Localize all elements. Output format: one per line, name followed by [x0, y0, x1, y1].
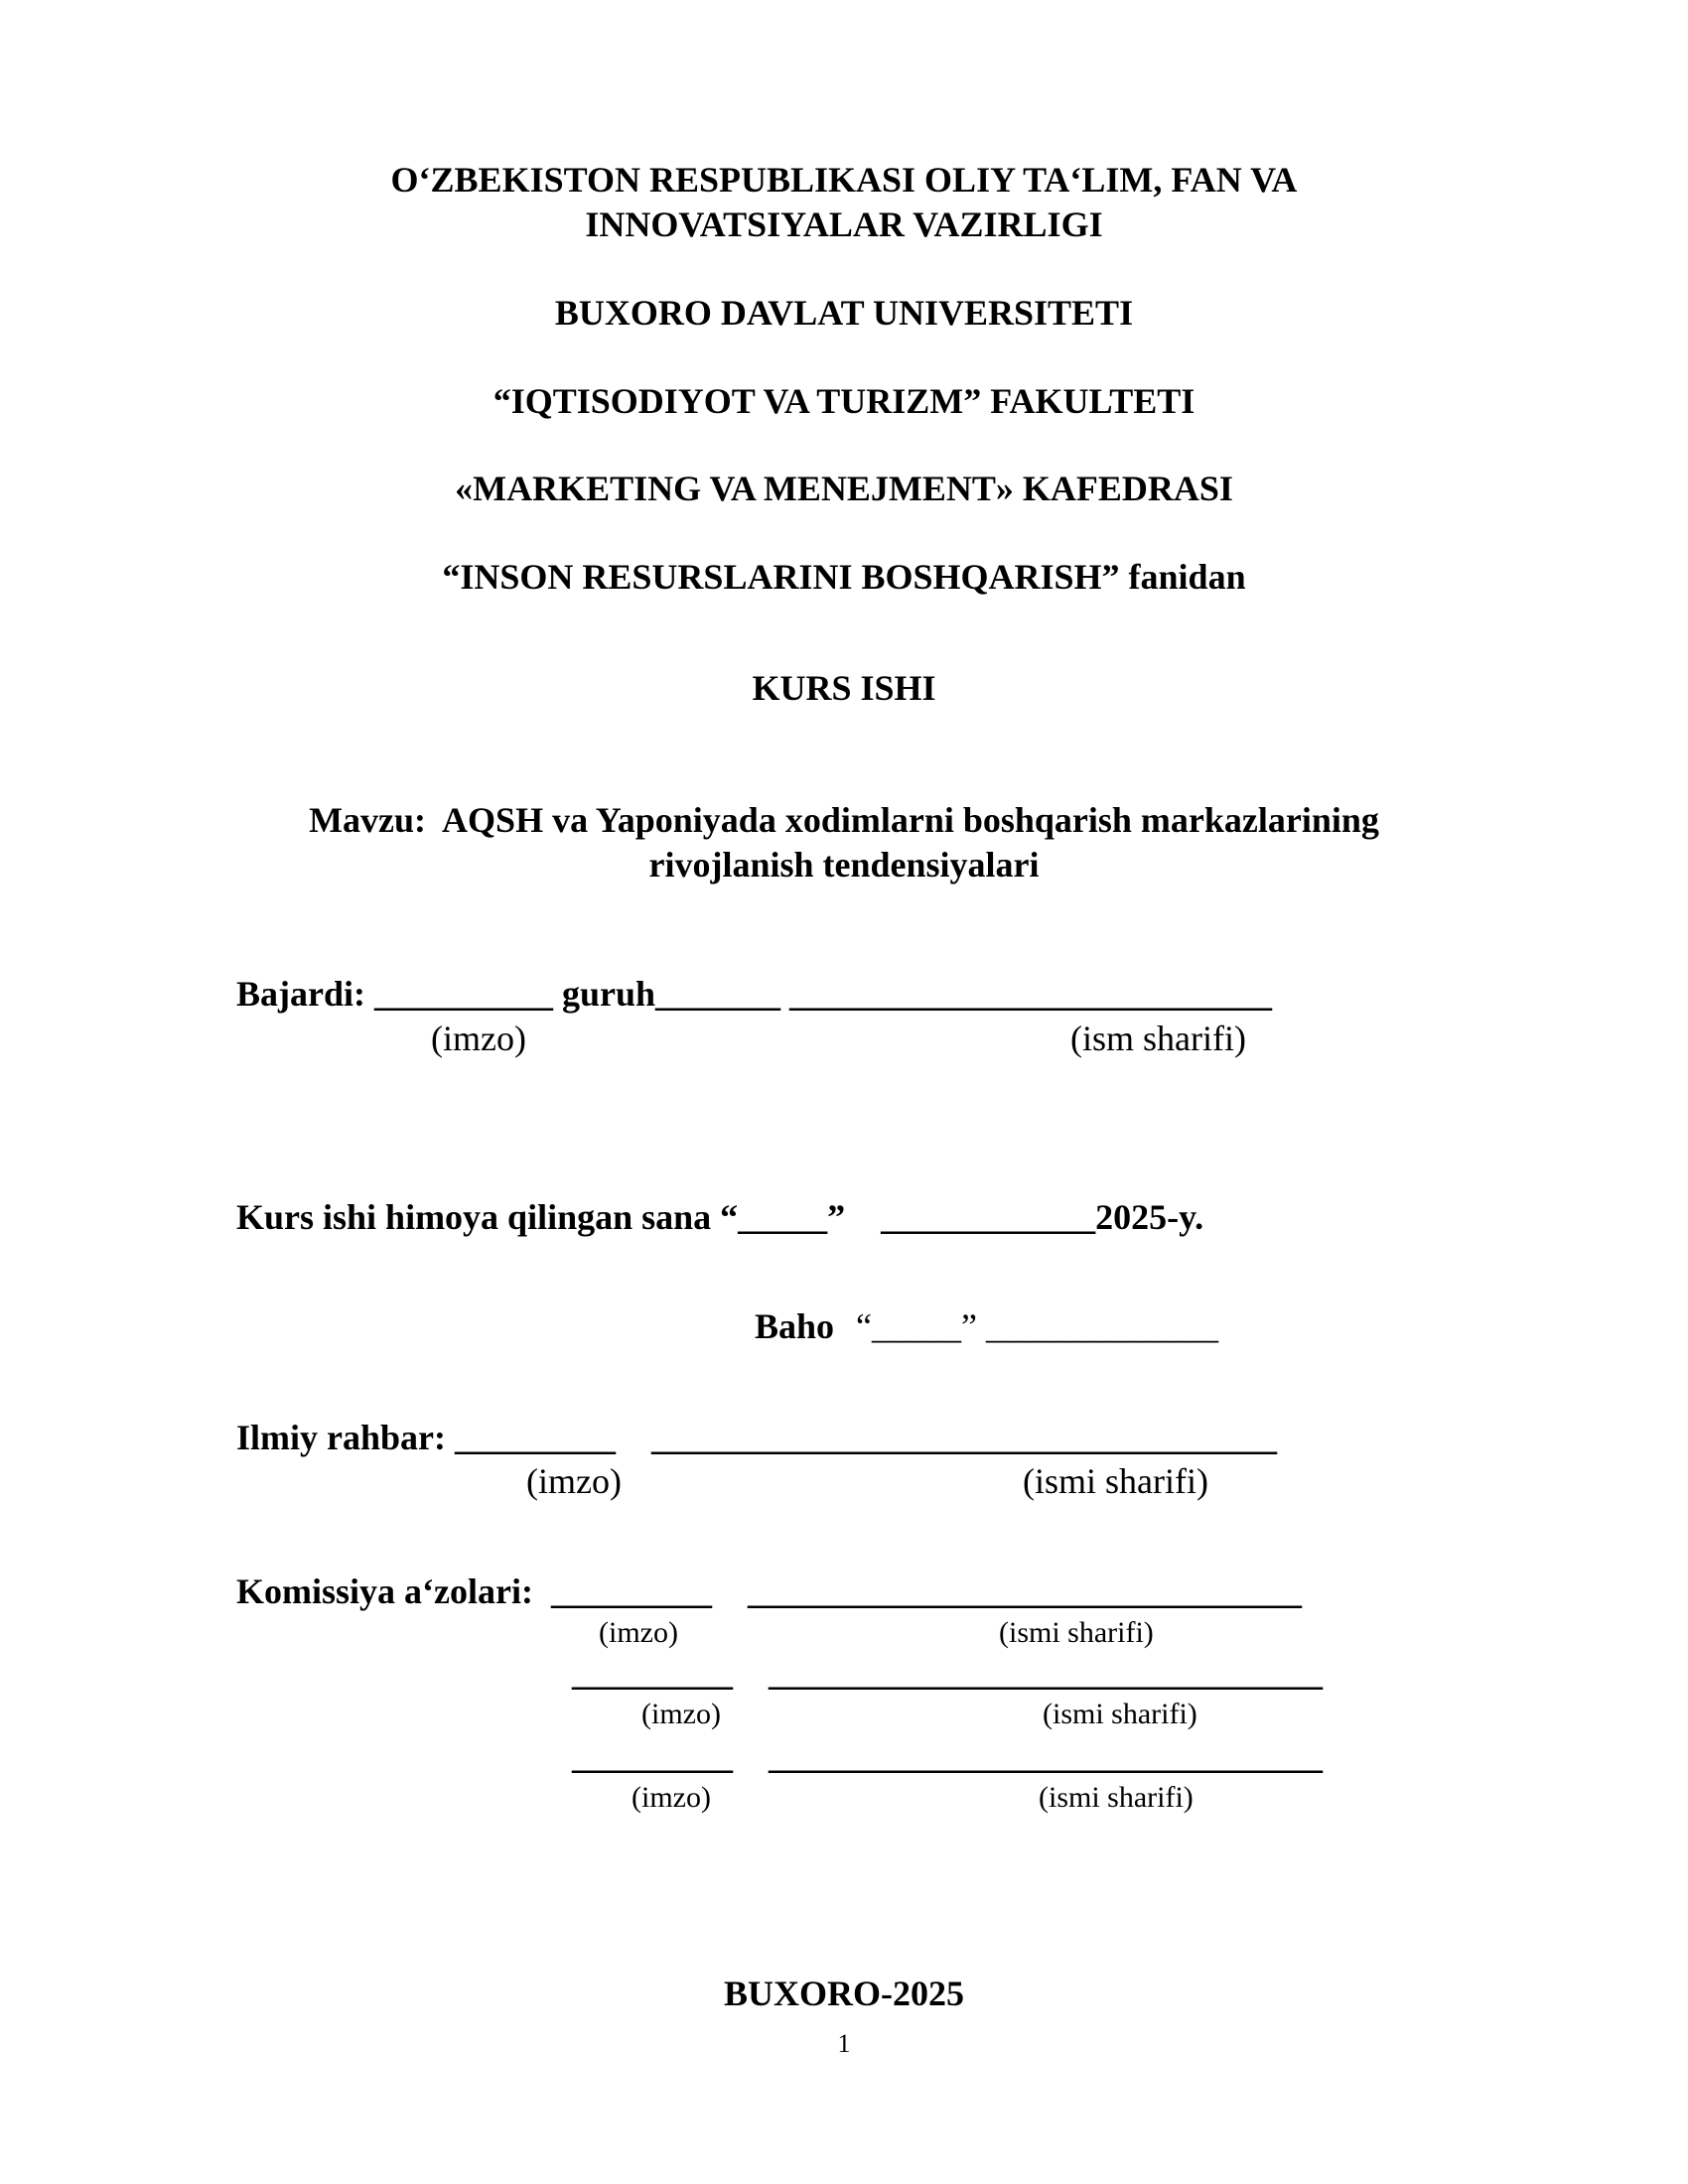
commission-2-signature-caption: (imzo) [641, 1698, 721, 1730]
performer-line: Bajardi: __________ guruh_______ ___________________________ [236, 974, 1273, 1014]
commission-line: Komissiya a‘zolari: _________ _______________________________ [236, 1571, 1302, 1611]
supervisor-name-caption: (ismi sharifi) [1023, 1461, 1208, 1501]
performer-name-caption: (ism sharifi) [1070, 1019, 1246, 1058]
faculty-name: “IQTISODIYOT VA TURIZM” FAKULTETI [492, 381, 1196, 421]
ministry-line-2: INNOVATSIYALAR VAZIRLIGI [585, 205, 1103, 244]
page-number: 1 [837, 2029, 851, 2058]
commission-3-line: _________ _______________________________ [572, 1736, 1323, 1776]
topic-line-2: rivojlanish tendensiyalari [648, 845, 1040, 885]
commission-3-name-caption: (ismi sharifi) [1039, 1781, 1194, 1814]
document-type: KURS ISHI [752, 668, 936, 708]
defense-date-line: Kurs ishi himoya qilingan sana “_____” ____________2025-y. [236, 1197, 1204, 1237]
commission-1-name-caption: (ismi sharifi) [999, 1616, 1154, 1649]
performer-signature-caption: (imzo) [431, 1019, 526, 1058]
supervisor-signature-caption: (imzo) [526, 1461, 622, 1501]
commission-2-line: _________ _______________________________ [572, 1653, 1323, 1693]
commission-1-signature-caption: (imzo) [599, 1616, 678, 1649]
university-name: BUXORO DAVLAT UNIVERSITETI [554, 293, 1134, 333]
grade-label: Baho [755, 1306, 835, 1346]
topic-line-1: Mavzu: AQSH va Yaponiyada xodimlarni boshqarish markazlarining [309, 800, 1379, 840]
grade-blank: “_____” _____________ [856, 1306, 1218, 1346]
city-year: BUXORO-2025 [724, 1974, 964, 2013]
supervisor-line: Ilmiy rahbar: _________ ___________________________________ [236, 1418, 1277, 1457]
ministry-line-1: O‘ZBEKISTON RESPUBLIKASI OLIY TA‘LIM, FAN VA [390, 160, 1298, 200]
department-name: «MARKETING VA MENEJMENT» KAFEDRASI [455, 469, 1233, 508]
commission-2-name-caption: (ismi sharifi) [1043, 1698, 1197, 1730]
commission-3-signature-caption: (imzo) [632, 1781, 711, 1814]
subject-line: “INSON RESURSLARINI BOSHQARISH” fanidan [442, 557, 1246, 597]
